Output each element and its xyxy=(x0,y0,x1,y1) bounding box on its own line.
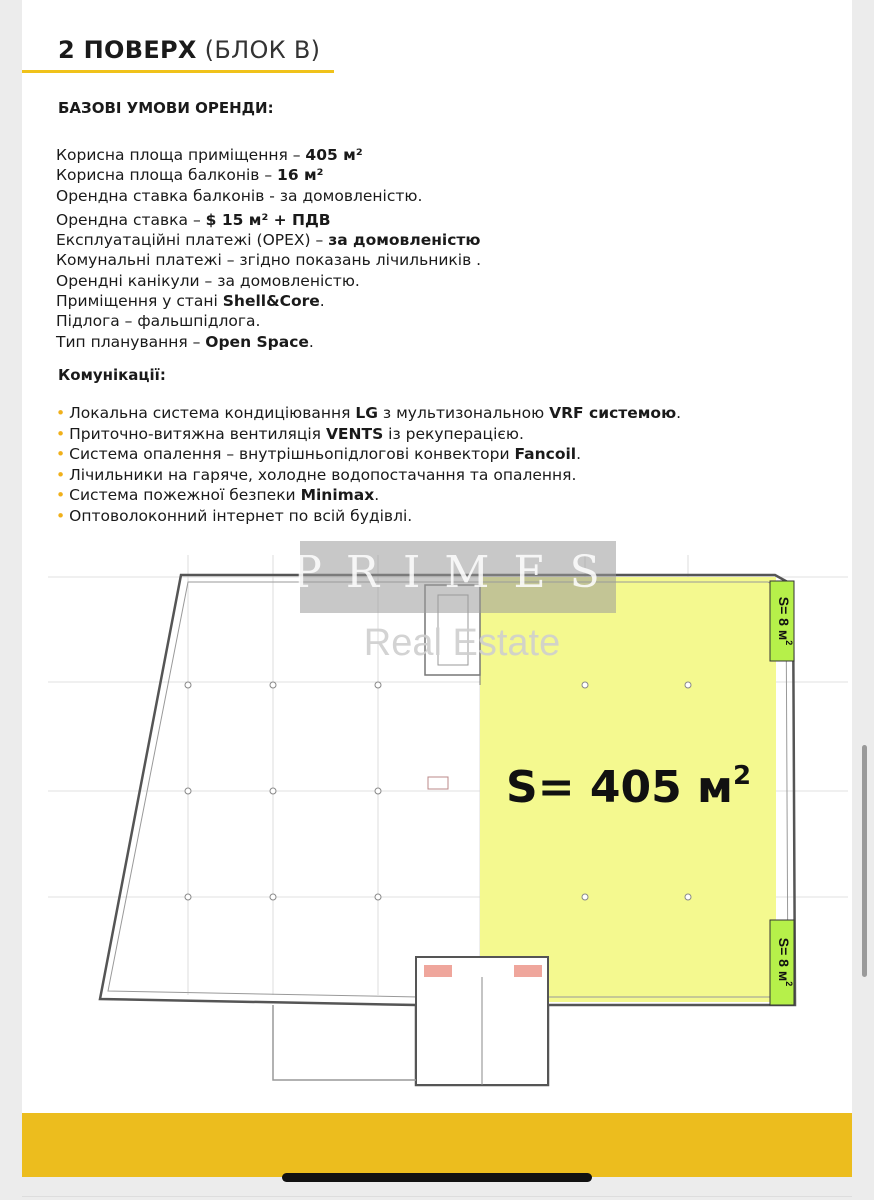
bullet-icon: • xyxy=(56,445,66,463)
terms-line: Орендна ставка балконів - за домовленістю. xyxy=(56,186,423,205)
document-page xyxy=(22,0,852,1177)
page-title: 2 ПОВЕРХ (БЛОК В) xyxy=(58,36,321,64)
communications-item: • Система пожежної безпеки Minimax. xyxy=(56,486,380,504)
scrollbar[interactable] xyxy=(862,745,867,977)
bullet-icon: • xyxy=(56,506,66,525)
balcony-top-label: S= 8 $м^2$ xyxy=(776,596,794,646)
communications-item: • Локальна система кондиціювання LG з мультизональною VRF системою. xyxy=(56,404,682,422)
communications-item: • Оптоволоконний інтернет по всій будівлі. xyxy=(56,506,413,525)
terms-line: Підлога – фальшпідлога. xyxy=(56,312,261,331)
bullet-icon: • xyxy=(56,465,66,484)
terms-line: Орендні канікули – за домовленістю. xyxy=(56,271,360,290)
communications-item: • Лічильники на гаряче, холодне водопостачання та опалення. xyxy=(56,465,577,484)
footer-band xyxy=(22,1113,852,1177)
watermark-logo: PRIMES xyxy=(292,547,624,598)
balcony-bottom-label: S= 8 $м^2$ xyxy=(776,937,794,987)
title-underline xyxy=(22,70,334,73)
bullet-icon: • xyxy=(56,404,66,422)
communications-heading: Комунікації: xyxy=(58,366,166,384)
terms-line: Комунальні платежі – згідно показань лічильників . xyxy=(56,251,482,270)
bullet-icon: • xyxy=(56,486,66,504)
watermark-subtitle: Real Estate xyxy=(363,622,561,664)
main-area-label: S= 405 $м^2$ xyxy=(506,761,752,813)
terms-line: Приміщення у стані Shell&Core. xyxy=(56,292,325,311)
terms-line: Корисна площа приміщення – 405 м² xyxy=(56,146,363,164)
terms-list xyxy=(56,145,481,352)
communications-item: • Приточно-витяжна вентиляція VENTS із рекуперацією. xyxy=(56,424,524,443)
communications-list xyxy=(56,403,681,526)
terms-line: Орендна ставка – $ 15 м² + ПДВ xyxy=(56,210,331,229)
communications-item: • Система опалення – внутрішньопідлогові конвектори Fancoil. xyxy=(56,445,582,463)
terms-line: Експлуатаційні платежі (OPEX) – за домовленістю xyxy=(56,231,481,250)
terms-line: Тип планування – Open Space. xyxy=(56,332,314,351)
terms-line: Корисна площа балконів – 16 м² xyxy=(56,166,324,185)
floor-plan xyxy=(48,525,848,1095)
home-indicator[interactable] xyxy=(282,1173,592,1182)
terms-heading: БАЗОВІ УМОВИ ОРЕНДИ: xyxy=(58,99,274,117)
bullet-icon: • xyxy=(56,424,66,443)
